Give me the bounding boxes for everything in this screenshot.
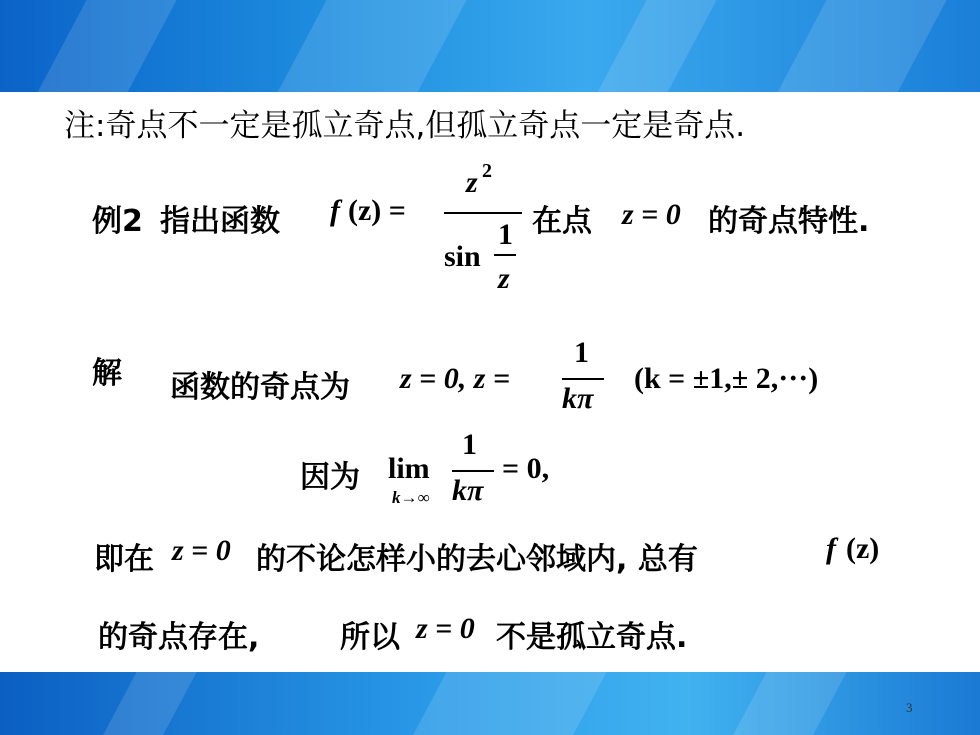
header-band: [0, 0, 980, 92]
limit-result: = 0,: [502, 452, 550, 485]
inner-fraction-bar: [494, 254, 516, 256]
because-text: 因为: [300, 460, 360, 495]
header-stripe: [263, 0, 477, 92]
header-stripe: [763, 0, 957, 92]
function-arg: (z) =: [348, 194, 406, 227]
solution-fraction-numerator: 1: [574, 336, 589, 369]
line5-text-2: 所以: [340, 620, 400, 655]
condition: z = 0: [622, 198, 681, 231]
footer-band: [0, 672, 980, 735]
line4-text: 即在: [94, 542, 154, 577]
footer-stripe: [703, 672, 857, 735]
solution-label: 解: [92, 356, 122, 391]
line4-text-2: 的不论怎样小的去心邻域内, 总有: [256, 542, 698, 577]
line5-text: 的奇点存在,: [98, 620, 260, 655]
note-text: 注:奇点不一定是孤立奇点,但孤立奇点一定是奇点.: [64, 108, 746, 144]
example-text: 指出函数: [160, 204, 280, 239]
limit-subscript: k→∞: [392, 488, 430, 507]
limit-lim: lim: [388, 452, 430, 485]
example-label: 例2: [92, 204, 143, 239]
example-text-2: 在点: [532, 204, 592, 239]
fraction-bar: [444, 212, 522, 214]
solution-text: 函数的奇点为: [170, 370, 350, 405]
solution-fraction-bar: [562, 378, 604, 380]
footer-stripe: [73, 672, 207, 735]
line5-text-3: 不是孤立奇点.: [496, 620, 688, 655]
denominator-one: 1: [498, 218, 513, 251]
numerator-z: z: [466, 166, 478, 199]
header-stripe: [583, 0, 727, 92]
solution-fraction-denominator: kπ: [562, 382, 594, 415]
limit-denominator: kπ: [452, 474, 484, 507]
page-number: 3: [906, 700, 913, 715]
limit-fraction-bar: [452, 470, 494, 472]
footer-stripe: [383, 672, 617, 735]
solution-k-values: (k = ±1,± 2,···): [634, 362, 819, 395]
line4-f: f: [826, 532, 836, 565]
example-text-3: 的奇点特性.: [708, 204, 870, 239]
header-stripe: [23, 0, 187, 92]
solution-expression: z = 0, z =: [400, 362, 511, 395]
line5-expression: z = 0: [416, 612, 475, 645]
line4-expression: z = 0: [172, 534, 231, 567]
function-f: f: [330, 194, 340, 227]
denominator-z: z: [498, 262, 510, 295]
denominator-sin: sin: [444, 240, 481, 273]
limit-numerator: 1: [462, 428, 477, 461]
numerator-exponent: 2: [482, 160, 492, 182]
line4-arg: (z): [846, 532, 880, 565]
